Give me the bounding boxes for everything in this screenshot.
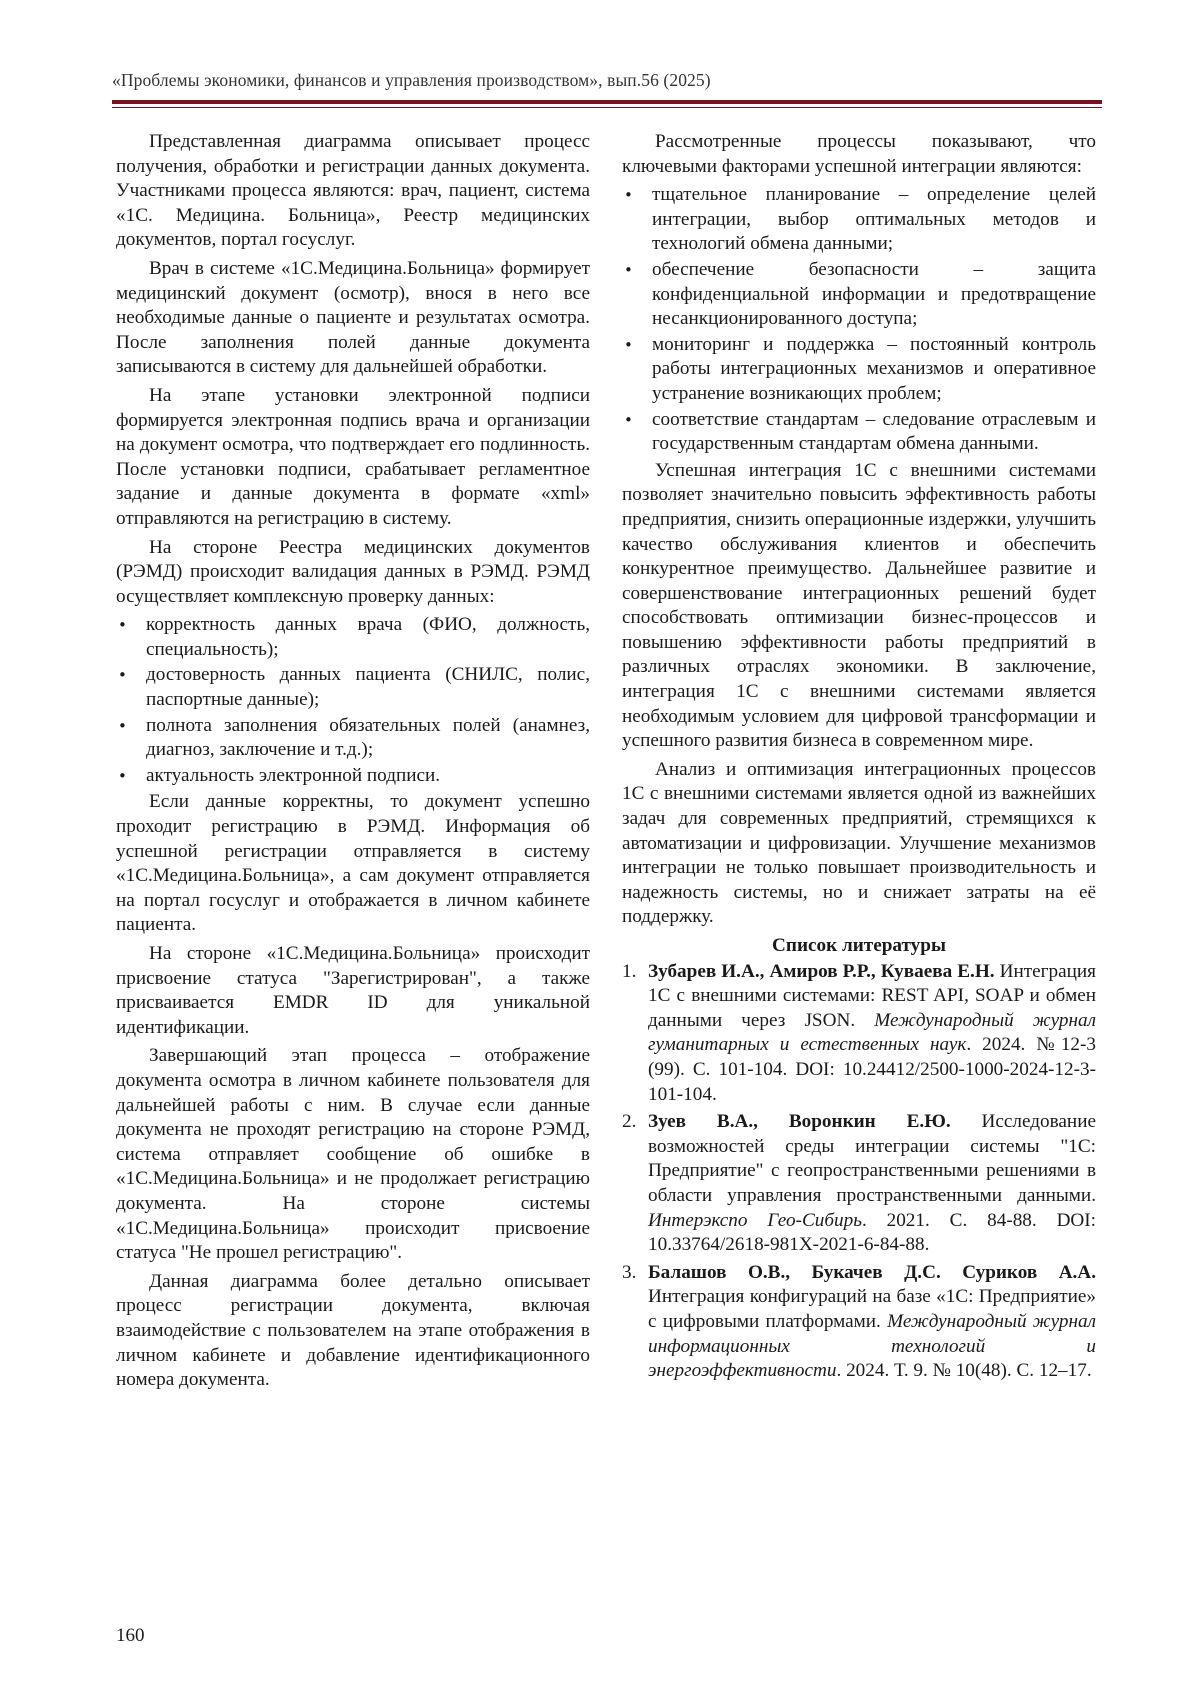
reference-number: 3. bbox=[622, 1261, 637, 1283]
list-item: • корректность данных врача (ФИО, должность, специальность); bbox=[116, 613, 590, 662]
running-header: «Проблемы экономики, финансов и управления производством», вып.56 (2025) bbox=[112, 70, 711, 90]
paragraph: Если данные корректны, то документ успешно проходит регистрацию в РЭМД. Информация об успешной регистрации отправляется в систему «1С.Медицина.Больница», а сам документ отправляется на портал госуслуг и отображается в личном кабинете пациента. bbox=[116, 791, 590, 936]
paragraph: На этапе установки электронной подписи формируется электронная подпись врача и организации на документ осмотра, что подтверждает его подлинность. После установки подписи, срабатывает регламентное задание и данные документа в формате «xml» отправляются на регистрацию в систему. bbox=[116, 384, 590, 529]
reference-authors: Зуев В.А., Воронкин Е.Ю. bbox=[648, 1111, 951, 1133]
list-item: • соответствие стандартам – следование отраслевым и государственным стандартам обмена данными. bbox=[622, 408, 1096, 457]
paragraph: Успешная интеграция 1С с внешними системами позволяет значительно повысить эффективность работы предприятия, снизить операционные издержки, улучшить качество обслуживания клиентов и обеспечить конкурентное преимущество. Дальнейшее развитие и совершенствование интеграционных решений будет способствовать оптимизации бизнес-процессов и повышению эффективности работы предприятий в различных отраслях экономики. В заключение, интеграция 1С с внешними системами является необходимым условием для цифровой трансформации и успешного развития бизнеса в современном мире. bbox=[622, 459, 1096, 752]
reference-details: . 2021. С. 84-88. DOI: 10.33764/2618-981X-2021-6-84-88. bbox=[648, 1209, 1096, 1256]
right-column bbox=[622, 130, 1096, 1387]
list-item: • достоверность данных пациента (СНИЛС, полис, паспортные данные); bbox=[116, 663, 590, 712]
reference-details: . 2024. Т. 9. № 10(48). С. 12–17. bbox=[836, 1360, 1092, 1382]
reference-journal: Международный журнал информационных технологий и энергоэффективности bbox=[648, 1310, 1096, 1382]
references-title: Список литературы bbox=[772, 935, 946, 956]
left-column bbox=[116, 130, 590, 1397]
paragraph: Врач в системе «1С.Медицина.Больница» формирует медицинский документ (осмотр), внося в него все необходимые данные о пациенте и результатах осмотра. После заполнения полей данные документа записываются в систему для дальнейшей обработки. bbox=[116, 257, 590, 378]
reference-title: Интеграция 1С с внешними системами: REST API, SOAP и обмен данными через JSON. bbox=[648, 960, 1096, 1031]
validation-list bbox=[116, 613, 590, 788]
list-item: • мониторинг и поддержка – постоянный контроль работы интеграционных механизмов и оперативное устранение возникающих проблем; bbox=[622, 333, 1096, 407]
reference-title: Интеграция конфигураций на базе «1С: Предприятие» с цифровыми платформами. bbox=[648, 1286, 1096, 1332]
reference-journal: Международный журнал гуманитарных и естественных наук bbox=[648, 1009, 1096, 1056]
paragraph: Завершающий этап процесса – отображение документа осмотра в личном кабинете пользователя для дальнейшей работы с ним. В случае если данные документа не проходят регистрацию на стороне РЭМД, система отправляет сообщение об ошибке в «1С.Медицина.Больница» и не продолжает регистрацию документа. На стороне системы «1С.Медицина.Больница» происходит присвоение статуса "Не прошел регистрацию". bbox=[116, 1045, 590, 1264]
list-item: • актуальность электронной подписи. bbox=[116, 764, 590, 789]
paragraph: На стороне «1С.Медицина.Больница» происходит присвоение статуса "Зарегистрирован", а также присваивается EMDR ID для уникальной идентификации. bbox=[116, 943, 590, 1038]
reference-authors: Балашов О.В., Букачев Д.С. Суриков А.А. bbox=[648, 1261, 1096, 1283]
reference-details: . 2024. №12-3 (99). С. 101-104. DOI: 10.24412/2500-1000-2024-12-3-101-104. bbox=[648, 1034, 1096, 1105]
page-number: 160 bbox=[116, 1625, 145, 1646]
header-rule-thin bbox=[112, 107, 1102, 108]
references-list bbox=[622, 960, 1096, 1384]
paragraph: На стороне Реестра медицинских документов (РЭМД) происходит валидация данных в РЭМД. РЭМД осуществляет комплексную проверку данных: bbox=[116, 536, 590, 607]
paragraph: Рассмотренные процессы показывают, что ключевыми факторами успешной интеграции являются: bbox=[622, 131, 1096, 177]
paragraph: Представленная диаграмма описывает процесс получения, обработки и регистрации данных документа. Участниками процесса являются: врач, пациент, система «1С. Медицина. Больница», Реестр медицинских документов, портал госуслуг. bbox=[116, 131, 590, 251]
reference-item bbox=[622, 1110, 1096, 1258]
paragraph: Данная диаграмма более детально описывает процесс регистрации документа, включая взаимодействие с пользователем на этапе отображения в личном кабинете и добавление идентификационного номера документа. bbox=[116, 1270, 590, 1391]
reference-title: Исследование возможностей среды интеграции системы "1С: Предприятие" с геопространственными решениями в области управления пространственными данными. bbox=[648, 1111, 1096, 1206]
reference-authors: Зубарев И.А., Амиров Р.Р., Куваева Е.Н. bbox=[648, 960, 995, 982]
key-factors-list bbox=[622, 183, 1096, 457]
list-item: • обеспечение безопасности – защита конфиденциальной информации и предотвращение несанкционированного доступа; bbox=[622, 258, 1096, 332]
reference-item bbox=[622, 1261, 1096, 1384]
reference-number: 1. bbox=[622, 960, 637, 982]
reference-item bbox=[622, 960, 1096, 1108]
paragraph: Анализ и оптимизация интеграционных процессов 1С с внешними системами является одной из важнейших задач для современных предприятий, стремящихся к автоматизации и цифровизации. Улучшение механизмов интеграции не только повышает производительность и надежность системы, но и снижает затраты на её поддержку. bbox=[622, 758, 1096, 928]
header-rule-thick bbox=[112, 100, 1102, 104]
reference-number: 2. bbox=[622, 1111, 637, 1133]
reference-journal: Интерэкспо Гео-Сибирь bbox=[648, 1209, 862, 1231]
list-item: • тщательное планирование – определение целей интеграции, выбор оптимальных методов и технологий обмена данными; bbox=[622, 183, 1096, 257]
list-item: • полнота заполнения обязательных полей (анамнез, диагноз, заключение и т.д.); bbox=[116, 714, 590, 763]
